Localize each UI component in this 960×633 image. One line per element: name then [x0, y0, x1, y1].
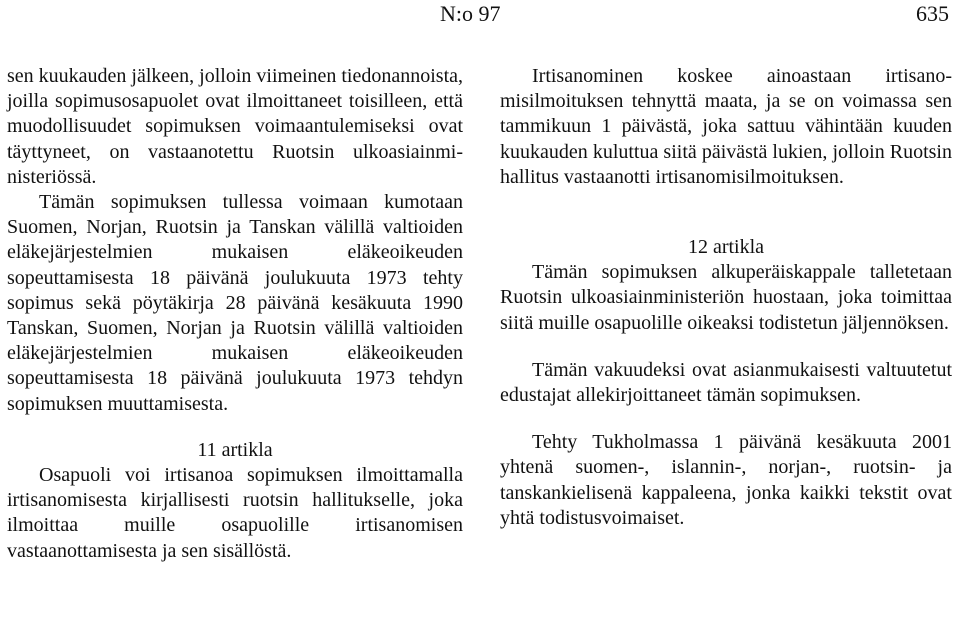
left-paragraph-repeal: Tämän sopimuksen tullessa voimaan kumotaan Suomen, Norjan, Ruotsin ja Tanskan välillä valtioiden eläkejärjestelmien mukaisen eläkeoikeuden sopeuttamisesta 18 päivänä joulukuuta 1973 tehty sopimus sekä pöytäkirja 28 päivänä kesäkuuta 1990 Tanskan, Suomen, Norjan ja Ruotsin välillä valtioiden eläkejärjestelmien mukaisen eläkeoikeuden sopeuttamisesta 18 päivänä joulukuuta 1973 tehdyn sopimuksen muuttamisesta. — [7, 191, 463, 415]
document-number: N:o 97 — [440, 1, 501, 26]
signing-paragraph: Tehty Tukholmassa 1 päivänä kesäkuuta 2001 yhtenä suomen-, islannin-, norjan-, ruotsin- ja tanskankielisenä kappaleena, jonka kaikki tekstit ovat yhtä todistusvoimaiset. — [500, 431, 952, 529]
article-12-text: Tämän sopimuksen alkuperäiskappale talletetaan Ruotsin ulkoasiainministeriön huostaan, joka toimittaa siitä muille osapuolille oikeaksi todistetun jäljennöksen. — [500, 261, 952, 334]
witness-paragraph: Tämän vakuudeksi ovat asianmukaisesti valtuutetut edustajat allekirjoittaneet tämän sopimuksen. — [500, 358, 952, 407]
left-paragraph-continuation: sen kuukauden jälkeen, jolloin viimeinen tiedonannoista, joilla sopimusosapuolet ovat ilmoittaneet toisilleen, että muodollisuudet sopimuksen voimaantulemiseksi ovat täyttyneet, on vastaanotettu Ruotsin ulkoasiainministeriössä. — [7, 65, 464, 188]
right-column — [500, 64, 952, 531]
article-11-heading: 11 artikla — [197, 438, 273, 461]
left-column — [7, 64, 463, 564]
page-number: 635 — [916, 1, 949, 26]
article-11-text: Osapuoli voi irtisanoa sopimuksen ilmoittamalla irtisanomisesta kirjallisesti ruotsin hallitukselle, joka ilmoittaa muille osapuolille irtisanomisen vastaanottamisesta ja sen sisällöstä. — [7, 464, 463, 562]
article-12-heading: 12 artikla — [687, 236, 765, 259]
page-header — [0, 0, 960, 30]
right-paragraph-termination: Irtisanominen koskee ainoastaan irtisanomisilmoituksen tehnyttä maata, ja se on voimassa sen tammikuun 1 päivästä, joka sattuu vähintään kuuden kuukauden kuluttua siitä päivästä lukien, jolloin Ruotsin hallitus vastaanotti irtisanomisilmoituksen. — [500, 65, 952, 188]
